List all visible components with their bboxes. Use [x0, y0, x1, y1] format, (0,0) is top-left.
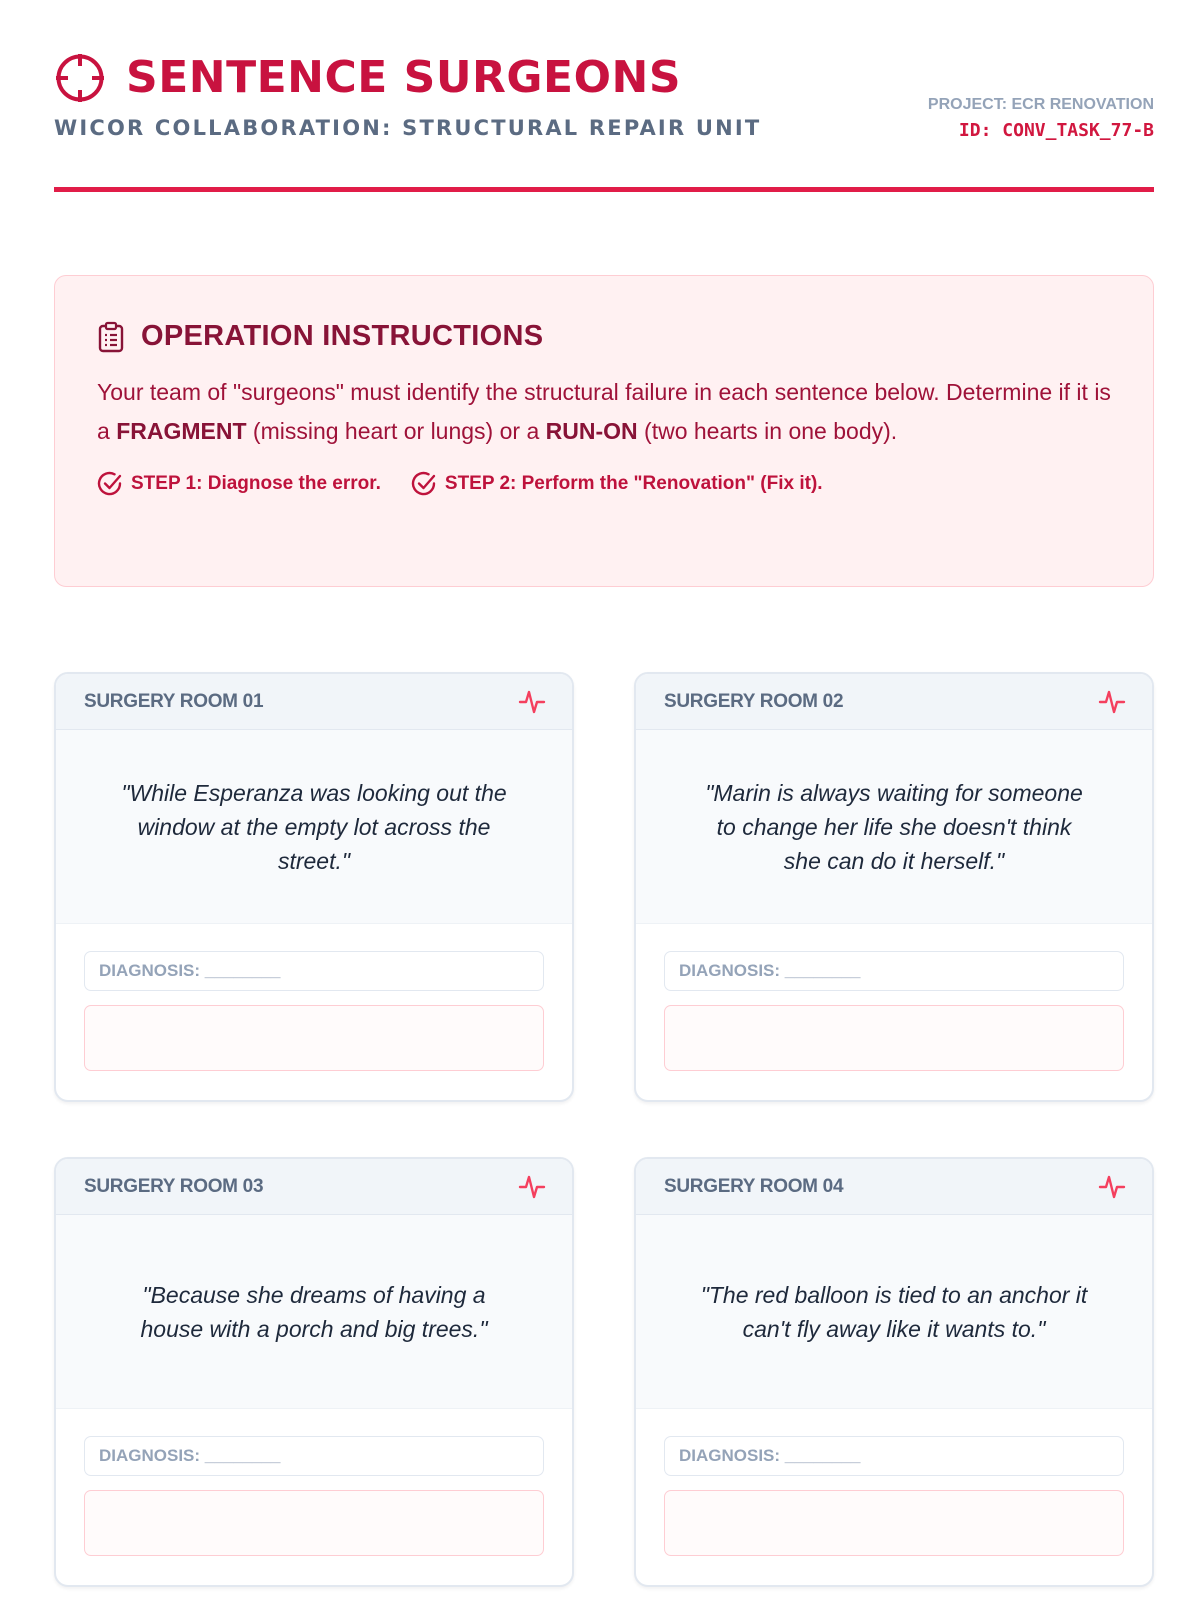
card-footer	[636, 924, 1152, 1071]
surgery-room-card	[54, 1157, 574, 1587]
renovation-input[interactable]	[84, 1490, 544, 1556]
step-1-label: STEP 1: Diagnose the error.	[131, 473, 381, 494]
instructions-panel	[54, 275, 1154, 587]
steps-row	[97, 471, 1111, 497]
instructions-text-part-2: (missing heart or lungs) or a	[246, 418, 546, 444]
sentence-text: "Because she dreams of having a house with a porch and big trees."	[140, 1281, 488, 1342]
sentence-text: "Marin is always waiting for someone to change her life she doesn't think she can do it herself."	[705, 779, 1083, 874]
check-circle-icon	[97, 471, 123, 497]
project-meta	[928, 96, 1154, 141]
card-header	[56, 1159, 572, 1215]
card-header	[56, 674, 572, 730]
diagnosis-field[interactable]: DIAGNOSIS: ________	[664, 951, 1124, 991]
term-run-on: RUN-ON	[545, 418, 638, 444]
sentence-text: "While Esperanza was looking out the window at the empty lot across the street."	[121, 779, 507, 874]
clipboard-icon	[97, 321, 125, 353]
task-id: ID: CONV_TASK_77-B	[958, 120, 1154, 141]
diagnosis-field[interactable]: DIAGNOSIS: ________	[664, 1436, 1124, 1476]
room-label: SURGERY ROOM 04	[664, 1175, 844, 1197]
instructions-text	[97, 373, 1111, 451]
step-1	[97, 471, 381, 497]
sentence-text: "The red balloon is tied to an anchor it can't fly away like it wants to."	[700, 1281, 1088, 1342]
pulse-icon	[518, 1173, 546, 1201]
sentence-panel	[56, 1215, 572, 1409]
project-name: PROJECT: ECR RENOVATION	[927, 96, 1154, 113]
term-fragment: FRAGMENT	[116, 418, 247, 444]
check-circle-icon	[411, 471, 437, 497]
renovation-input[interactable]	[84, 1005, 544, 1071]
room-label: SURGERY ROOM 03	[84, 1175, 264, 1197]
sentence-panel	[636, 730, 1152, 924]
sentence-panel	[636, 1215, 1152, 1409]
card-footer	[56, 1409, 572, 1556]
pulse-icon	[518, 688, 546, 716]
card-header	[636, 1159, 1152, 1215]
header-divider	[54, 187, 1154, 192]
surgery-room-card	[54, 672, 574, 1102]
step-2-label: STEP 2: Perform the "Renovation" (Fix it).	[444, 473, 823, 494]
instructions-text-part-1: Your team of "surgeons" must identify the structural failure in each sentence below. Determine if it is a	[97, 379, 1111, 444]
room-label: SURGERY ROOM 01	[84, 690, 264, 712]
step-2	[411, 471, 823, 497]
diagnosis-field[interactable]: DIAGNOSIS: ________	[84, 951, 544, 991]
diagnosis-field[interactable]: DIAGNOSIS: ________	[84, 1436, 544, 1476]
surgery-room-card	[634, 672, 1154, 1102]
instructions-text-part-3: (two hearts in one body).	[637, 418, 898, 444]
page-subtitle: WICOR COLLABORATION: STRUCTURAL REPAIR UNIT	[54, 116, 762, 140]
crosshair-target-icon	[54, 52, 106, 104]
page-title: SENTENCE SURGEONS	[126, 52, 682, 103]
renovation-input[interactable]	[664, 1490, 1124, 1556]
surgery-room-card	[634, 1157, 1154, 1587]
page-header	[54, 52, 1154, 192]
room-label: SURGERY ROOM 02	[664, 690, 844, 712]
card-header	[636, 674, 1152, 730]
renovation-input[interactable]	[664, 1005, 1124, 1071]
instructions-title-row	[97, 320, 1111, 353]
pulse-icon	[1098, 688, 1126, 716]
instructions-title: OPERATION INSTRUCTIONS	[141, 320, 544, 352]
sentence-panel	[56, 730, 572, 924]
card-footer	[56, 924, 572, 1071]
pulse-icon	[1098, 1173, 1126, 1201]
card-footer	[636, 1409, 1152, 1556]
